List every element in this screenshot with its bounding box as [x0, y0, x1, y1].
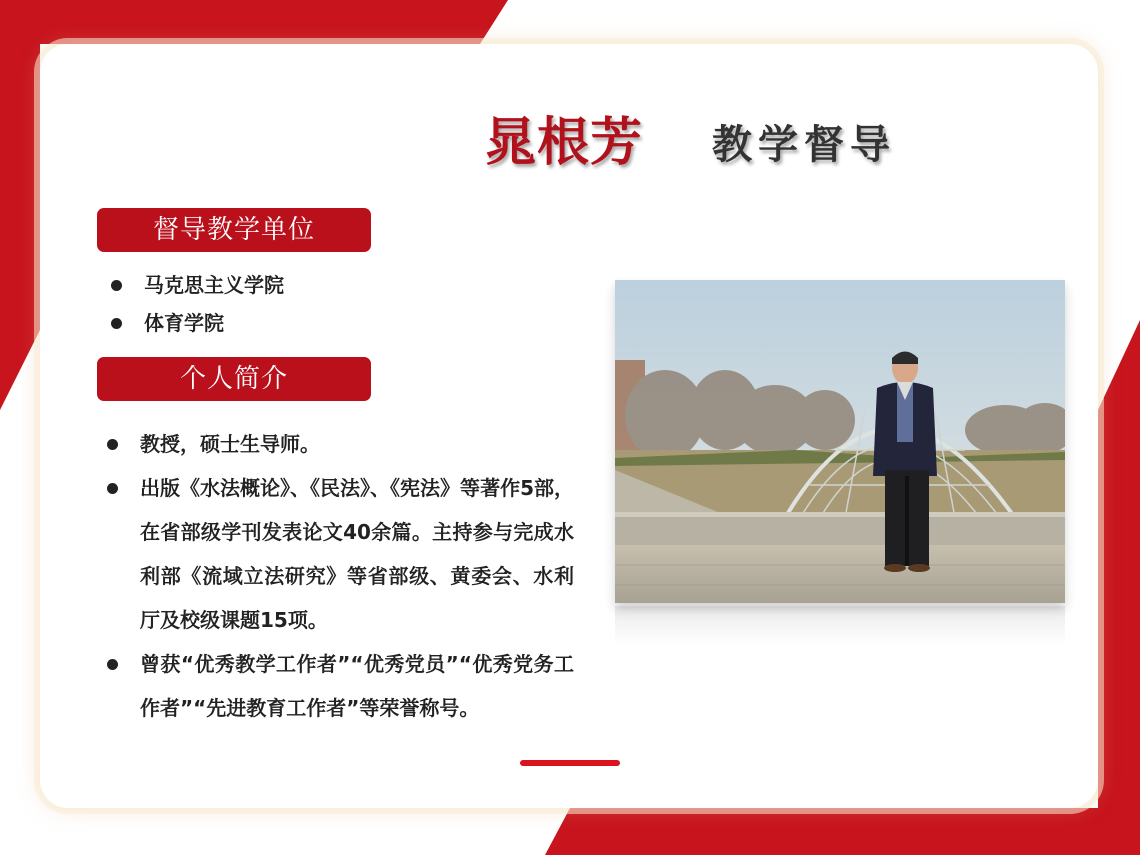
photo-scene [615, 280, 1065, 603]
person-name: 晁根芳 [484, 112, 644, 173]
list-item [104, 642, 574, 730]
units-list [106, 270, 284, 346]
intro-text: 出版《水法概论》、《民法》、《宪法》等著作5部，在省部级学刊发表论文40余篇。主持参与完成水利部《流域立法研究》等省部级、黄委会、水利厅及校级课题15项。 [140, 476, 574, 632]
bullet-icon [107, 439, 118, 450]
person-role: 教学督导 [712, 122, 896, 168]
bullet-icon [107, 483, 118, 494]
bullet-icon [107, 659, 118, 670]
intro-text: 教授，硕士生导师。 [140, 432, 320, 456]
list-item [104, 466, 574, 642]
photo-reflection [615, 606, 1065, 646]
unit-label: 体育学院 [144, 311, 224, 335]
intro-text: 曾获“优秀教学工作者”“优秀党员”“优秀党务工作者”“先进教育工作者”等荣誉称号。 [140, 652, 574, 720]
unit-label: 马克思主义学院 [144, 273, 284, 297]
list-item [104, 422, 574, 466]
accent-bar [520, 760, 620, 766]
bullet-icon [111, 280, 122, 291]
units-section-header: 督导教学单位 [97, 208, 371, 252]
bullet-icon [111, 318, 122, 329]
intro-section-header: 个人简介 [97, 357, 371, 401]
list-item [106, 308, 284, 346]
portrait-photo [615, 280, 1065, 603]
list-item [106, 270, 284, 308]
intro-list [104, 422, 574, 730]
